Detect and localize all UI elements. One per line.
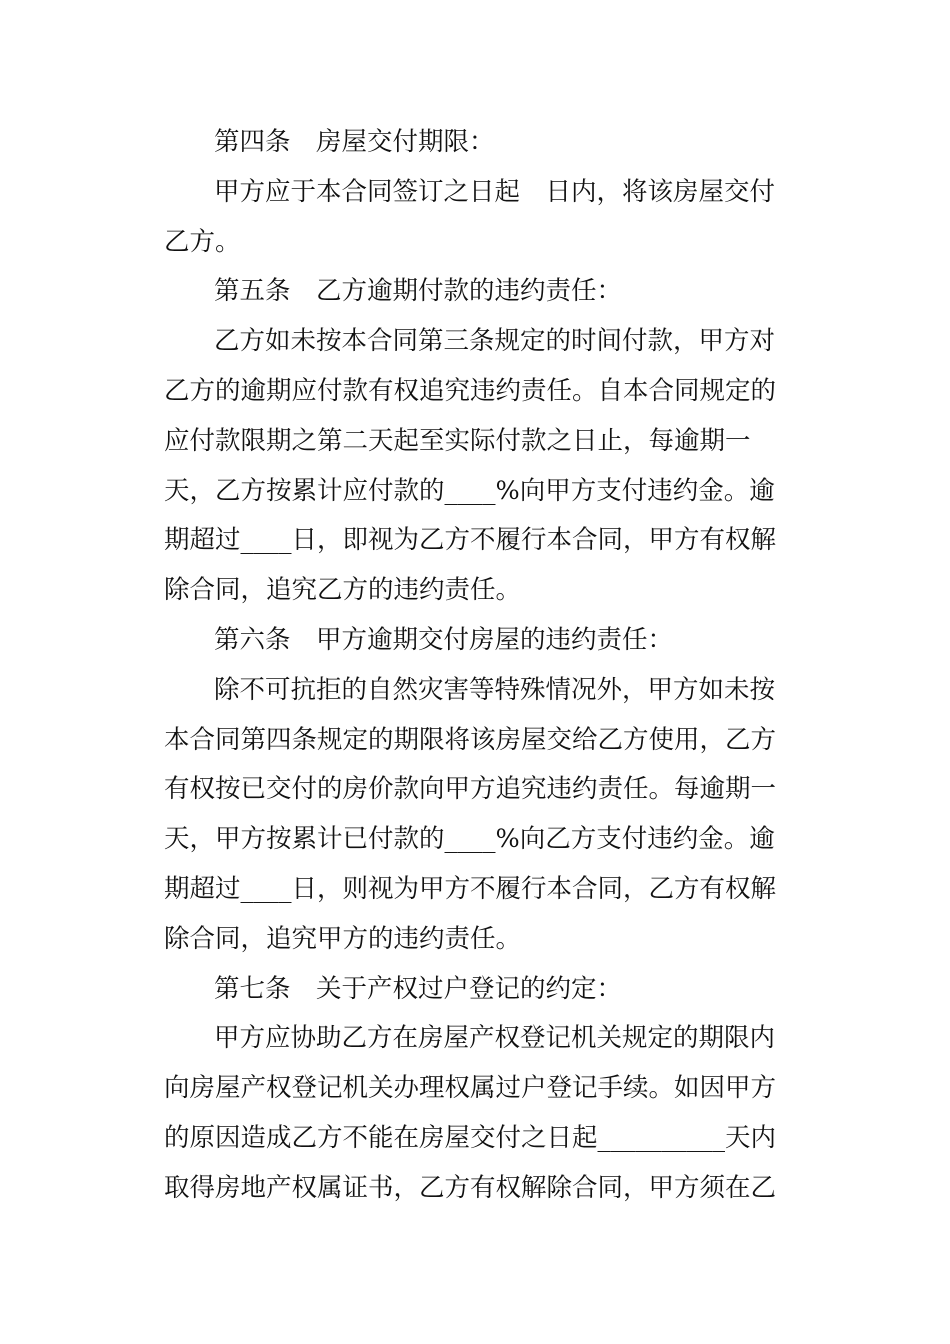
paragraph-line: 取得房地产权属证书，乙方有权解除合同，甲方须在乙 [164,1172,777,1203]
paragraph-line: 乙方如未按本合同第三条规定的时间付款，甲方对 [214,326,776,357]
document-body [164,118,776,1214]
paragraph-line: 本合同第四条规定的期限将该房屋交给乙方使用，乙方 [164,724,777,755]
paragraph-line: 甲方应协助乙方在房屋产权登记机关规定的期限内 [214,1023,776,1054]
paragraph-line: 天，乙方按累计应付款的____%向甲方支付违约金。逾 [164,475,775,506]
paragraph-line: 向房屋产权登记机关办理权属过户登记手续。如因甲方 [164,1073,777,1104]
article-7-heading: 第七条 关于产权过户登记的约定： [214,973,623,1004]
paragraph-line: 除合同，追究甲方的违约责任。 [164,923,522,954]
article-5-heading: 第五条 乙方逾期付款的违约责任： [214,276,623,307]
paragraph-line: 期超过____日，则视为甲方不履行本合同，乙方有权解 [164,873,777,904]
paragraph-line: 乙方的逾期应付款有权追究违约责任。自本合同规定的 [164,375,777,406]
paragraph-line: 期超过____日，即视为乙方不履行本合同，甲方有权解 [164,525,777,556]
paragraph-line: 应付款限期之第二天起至实际付款之日止，每逾期一 [164,425,751,456]
paragraph-line: 除不可抗拒的自然灾害等特殊情况外，甲方如未按 [214,674,776,705]
paragraph-line: 除合同，追究乙方的违约责任。 [164,575,522,606]
article-6-heading: 第六条 甲方逾期交付房屋的违约责任： [214,624,674,655]
paragraph-line: 有权按已交付的房价款向甲方追究违约责任。每逾期一 [164,774,777,805]
article-4-heading: 第四条 房屋交付期限： [214,127,495,157]
paragraph-line: 的原因造成乙方不能在房屋交付之日起__________天内 [164,1122,777,1153]
paragraph-line: 乙方。 [164,226,241,257]
paragraph-line: 天，甲方按累计已付款的____%向乙方支付违约金。逾 [164,824,775,855]
paragraph-line: 甲方应于本合同签订之日起 日内，将该房屋交付 [214,176,776,207]
